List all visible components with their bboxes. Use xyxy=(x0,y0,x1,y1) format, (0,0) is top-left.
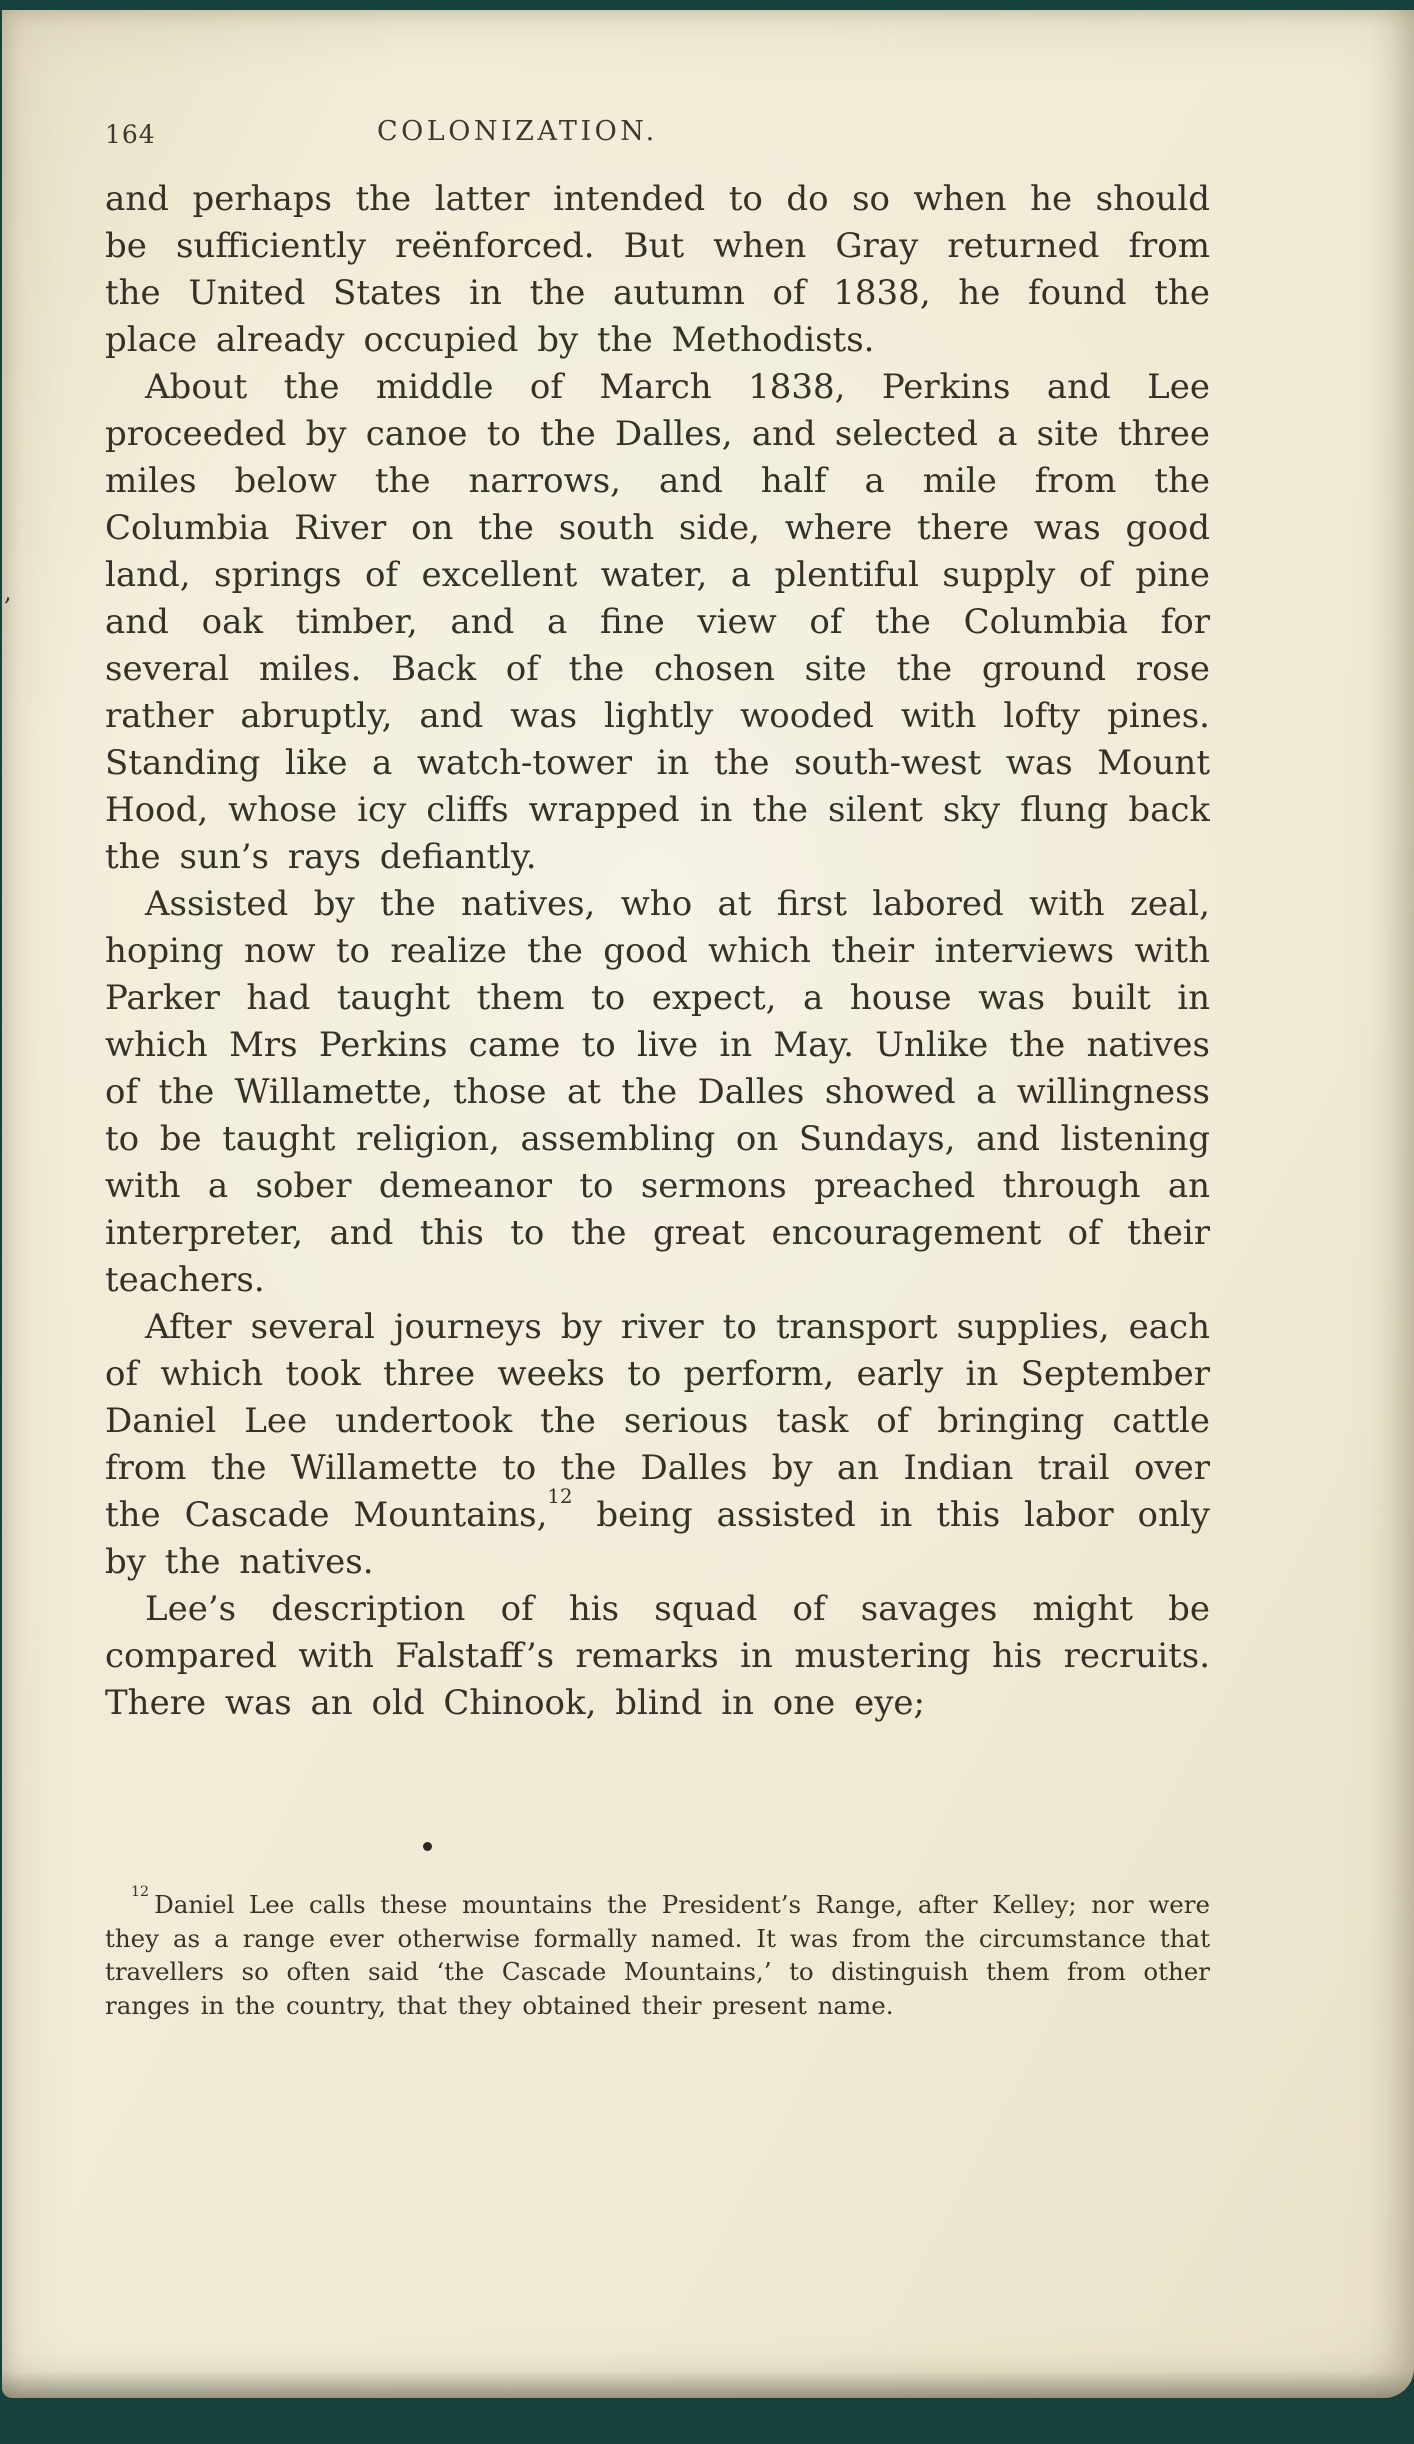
paragraph: Assisted by the natives, who at first labored with zeal, hoping now to realize the good which their interviews with Parker had taught them to expect, a house was built in which Mrs Perkins came to live in May. Unlike the natives of the Willamette, those at the Dalles showed a willingness to be taught religion, assembling on Sundays, and listening with a sober demeanor to sermons preached through an interpreter, and this to the great encouragement of their teachers. xyxy=(105,884,1210,1300)
footnote-block xyxy=(105,1884,1210,2022)
page-number: 164 xyxy=(105,120,156,149)
paragraph: Lee’s description of his squad of savages might be compared with Falstaff’s remarks in mustering his recruits. There was an old Chinook, blind in one eye; xyxy=(105,1589,1210,1723)
footnote xyxy=(105,1884,1210,2022)
page-body xyxy=(105,176,1210,1727)
footnote-marker: 12 xyxy=(131,1884,150,1901)
footnote-text: Daniel Lee calls these mountains the President’s Range, after Kelley; nor were they as a range ever otherwise formally named. It was from the circumstance that travellers so often said ‘the Cascade Mountains,’ to distinguish them from other ranges in the country, that they obtained their present name. xyxy=(105,1890,1210,2020)
paragraph-text: being assisted in this labor only by the natives. xyxy=(105,1495,1210,1582)
paragraph-text: After several journeys by river to transport supplies, each of which took three weeks to perform, early in September Daniel Lee undertook the serious task of bringing cattle from the Willamette to the Dalles by an Indian trail over the Cascade Mountains, xyxy=(105,1307,1210,1535)
paragraph: and perhaps the latter intended to do so when he should be sufficiently reënforced. But when Gray returned from the United States in the autumn of 1838, he found the place already occupied by the Methodists. xyxy=(105,179,1210,360)
ink-dot-artifact xyxy=(423,1842,432,1851)
running-header xyxy=(105,114,1210,158)
text-column xyxy=(105,10,1210,2398)
page-bottom-shadow xyxy=(2,2372,1414,2398)
paragraph: About the middle of March 1838, Perkins and Lee proceeded by canoe to the Dalles, and selected a site three miles below the narrows, and half a mile from the Columbia River on the south side, where there was good land, springs of excellent water, a plentiful supply of pine and oak timber, and a fine view of the Columbia for several miles. Back of the chosen site the ground rose rather abruptly, and was lightly wooded with lofty pines. Standing like a watch-tower in the south-west was Mount Hood, whose icy cliffs wrapped in the silent sky flung back the sun’s rays defiantly. xyxy=(105,367,1210,877)
footnote-reference: 12 xyxy=(547,1484,573,1508)
running-title: COLONIZATION. xyxy=(377,116,658,147)
scan-edge-artifact: , xyxy=(4,578,12,606)
paragraph xyxy=(105,1304,1210,1586)
book-page-scan xyxy=(2,10,1414,2398)
